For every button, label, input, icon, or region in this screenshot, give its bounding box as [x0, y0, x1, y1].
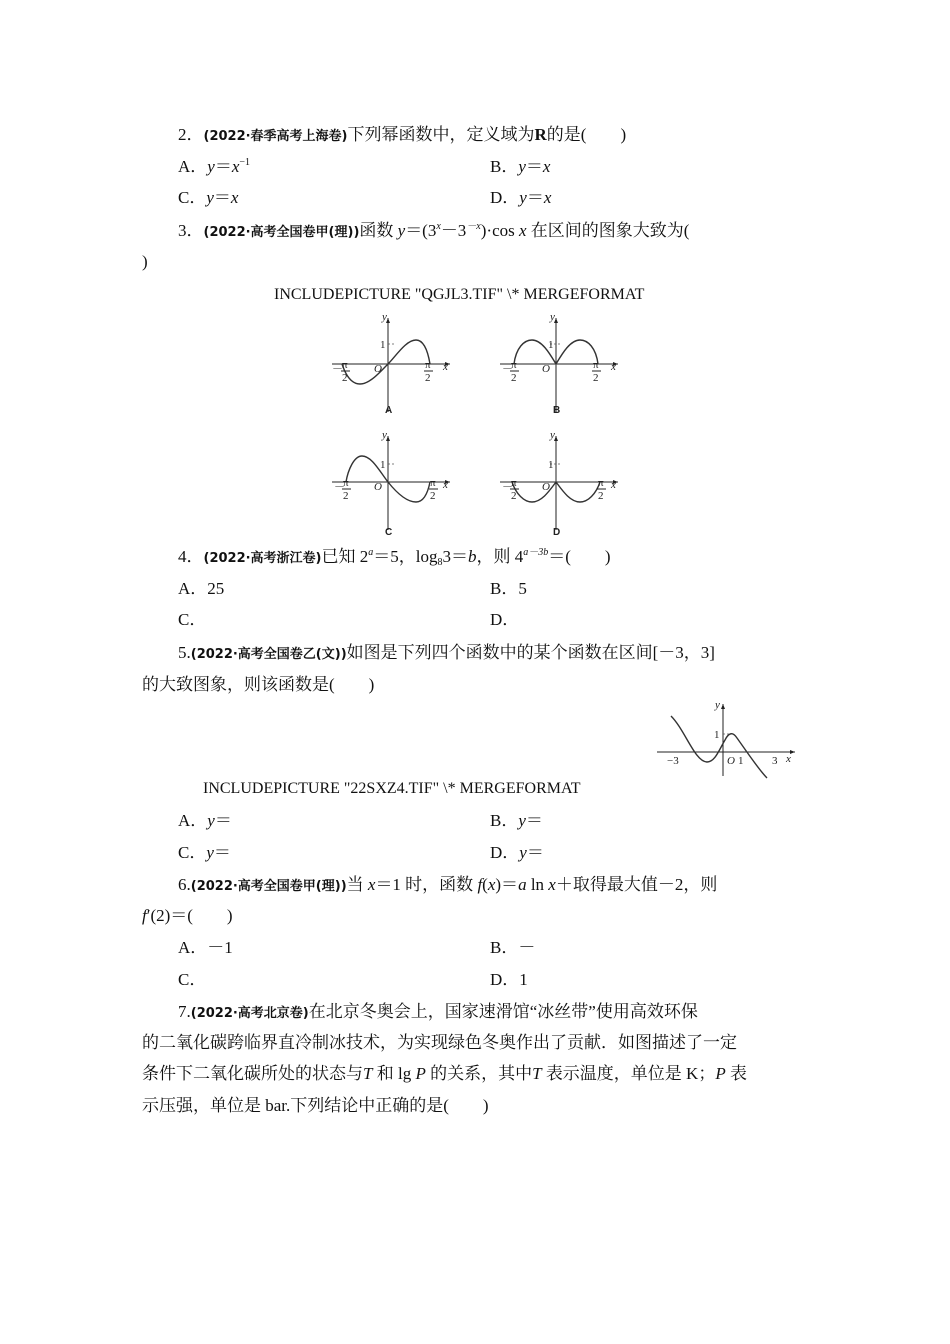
q5-stem-line2: 的大致图象，则该函数是( ) [142, 675, 375, 694]
q4-option-a[interactable]: A．25 [178, 579, 225, 598]
q2-option-c[interactable]: C．y＝x [178, 188, 239, 207]
x-label: x [611, 361, 616, 373]
q3-graph-b[interactable] [498, 312, 623, 427]
tick-3-label: 3 [772, 755, 778, 767]
y-arrow-icon [721, 704, 725, 709]
tick-neg3-label: −3 [667, 755, 679, 767]
graph-label: A [385, 405, 393, 416]
q2-option-a[interactable]: A．$y=x^{-1}$ [178, 157, 251, 176]
question-source: (2022·高考浙江卷) [203, 551, 322, 566]
question-number: 3． [178, 221, 204, 240]
y-label: y [382, 311, 387, 323]
svg-text:2: 2 [343, 490, 349, 502]
q3-stem: 3．(2022·高考全国卷甲(理))函数 $y=(3^x-3^{-x})\cdot\cos$ x 在区间的图象大致为( [178, 221, 690, 240]
q3-graph-d[interactable] [498, 430, 623, 545]
x-label: x [611, 479, 616, 491]
q6-stem-line2: f′(2)＝( ) [142, 906, 233, 925]
q4-option-b[interactable]: B．5 [490, 579, 527, 598]
tick-one-label: 1 [714, 729, 720, 741]
question-source: (2022·高考北京卷) [190, 1006, 309, 1021]
q4-stem: 4．(2022·高考浙江卷)已知 $2^a=5$，$\log_83=b$，则 $4^{a-3b}=$( ) [178, 547, 611, 568]
graph-label: C [385, 527, 393, 538]
question-number: 6. [178, 875, 191, 894]
q3-graph-a[interactable] [330, 312, 455, 427]
q6-stem: 6.(2022·高考全国卷甲(理))当 x＝1 时，函数 f(x)＝a ln x＋取得最大值－2，则 [178, 875, 718, 894]
tick-one-label: 1 [380, 459, 386, 471]
question-number: 7. [178, 1002, 191, 1021]
origin-label: O [542, 481, 550, 493]
y-label: y [550, 311, 555, 323]
question-source: (2022·高考全国卷乙(文)) [190, 647, 347, 662]
question-number: 5. [178, 643, 191, 662]
q5-stem: 5.(2022·高考全国卷乙(文))如图是下列四个函数中的某个函数在区间[－3，3] [178, 643, 715, 662]
svg-text:π: π [430, 477, 436, 489]
q7-stem: 7.(2022·高考北京卷)在北京冬奥会上，国家速滑馆“冰丝带”使用高效环保 [178, 1002, 698, 1021]
curve [342, 340, 430, 384]
svg-text:π: π [511, 359, 517, 371]
x-label: x [443, 479, 448, 491]
q3-stem-close: ) [142, 252, 148, 271]
q6-option-c[interactable]: C． [178, 970, 207, 989]
svg-text:2: 2 [430, 490, 436, 502]
q4-option-d[interactable]: D． [490, 610, 520, 629]
y-label: y [715, 699, 720, 711]
origin-label: O [542, 363, 550, 375]
q4-option-c[interactable]: C． [178, 610, 207, 629]
svg-text:2: 2 [598, 490, 604, 502]
q6-option-b[interactable]: B．－ [490, 938, 536, 957]
q6-option-d[interactable]: D．1 [490, 970, 528, 989]
x-label: x [786, 753, 791, 765]
question-source: (2022·高考全国卷甲(理)) [203, 225, 360, 240]
origin-label: O [374, 481, 382, 493]
curve [671, 716, 767, 778]
q5-graph[interactable] [655, 700, 800, 785]
graph-label: B [553, 405, 561, 416]
q7-stem-line2: 的二氧化碳跨临界直冷制冰技术，为实现绿色冬奥作出了贡献．如图描述了一定 [142, 1033, 737, 1052]
svg-text:2: 2 [511, 372, 517, 384]
svg-text:π: π [343, 477, 349, 489]
q2-option-b[interactable]: B．y＝x [490, 157, 551, 176]
q5-option-c[interactable]: C．y＝ [178, 843, 231, 862]
q2-stem: 2．(2022·春季高考上海卷)下列幂函数中，定义域为R的是( ) [178, 125, 627, 144]
tick-one-label: 1 [380, 339, 386, 351]
question-number: 2． [178, 125, 204, 144]
origin-label: O [374, 363, 382, 375]
svg-text:－: － [334, 481, 345, 493]
y-label: y [382, 429, 387, 441]
question-source: (2022·高考全国卷甲(理)) [190, 879, 347, 894]
include-picture-field: INCLUDEPICTURE "22SXZ4.TIF" \* MERGEFORMAT [203, 780, 581, 797]
q6-option-a[interactable]: A．－1 [178, 938, 233, 957]
svg-text:π: π [598, 477, 604, 489]
svg-text:2: 2 [511, 490, 517, 502]
q5-option-b[interactable]: B．y＝ [490, 811, 543, 830]
q7-stem-line3: 条件下二氧化碳所处的状态与T 和 lg P 的关系，其中T 表示温度，单位是 K；P 表 [142, 1064, 747, 1083]
tick-1-label: 1 [738, 755, 744, 767]
q3-graph-c[interactable] [330, 430, 455, 545]
svg-text:－: － [502, 363, 513, 375]
svg-text:π: π [511, 477, 517, 489]
svg-text:2: 2 [342, 372, 348, 384]
q5-option-a[interactable]: A．y＝ [178, 811, 232, 830]
graph-label: D [553, 527, 561, 538]
svg-text:2: 2 [425, 372, 431, 384]
svg-text:－: － [332, 363, 343, 375]
svg-text:－: － [502, 481, 513, 493]
tick-one-label: 1 [548, 459, 554, 471]
x-label: x [443, 361, 448, 373]
q7-stem-line4: 示压强，单位是 bar.下列结论中正确的是( ) [142, 1096, 489, 1115]
svg-text:2: 2 [593, 372, 599, 384]
y-label: y [550, 429, 555, 441]
q5-option-d[interactable]: D．y＝ [490, 843, 544, 862]
tick-one-label: 1 [548, 339, 554, 351]
svg-text:π: π [593, 359, 599, 371]
q2-option-d[interactable]: D．y＝x [490, 188, 552, 207]
origin-label: O [727, 755, 735, 767]
question-number: 4． [178, 547, 204, 566]
svg-text:π: π [425, 359, 431, 371]
svg-text:π: π [342, 359, 348, 371]
include-picture-field: INCLUDEPICTURE "QGJL3.TIF" \* MERGEFORMAT [274, 286, 645, 303]
question-source: (2022·春季高考上海卷) [203, 129, 348, 144]
